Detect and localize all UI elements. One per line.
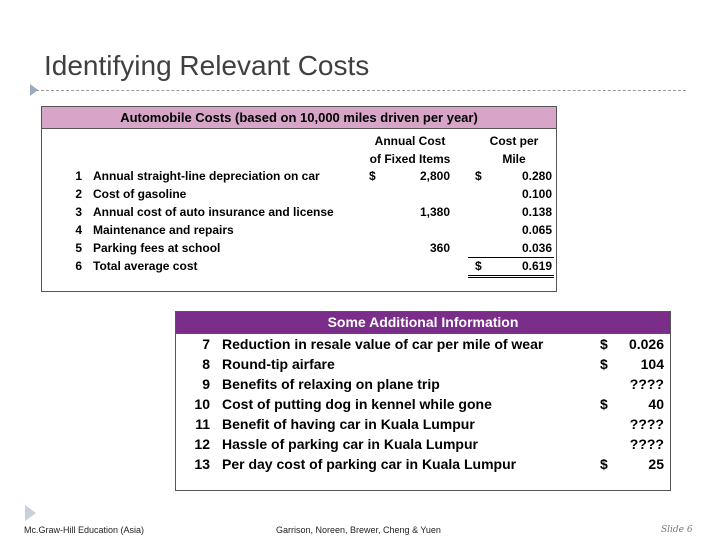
table-row — [42, 257, 556, 275]
fixed-cost-header-line2: of Fixed Items — [369, 152, 451, 166]
fixed-cost-header-line1: Annual Cost — [374, 134, 446, 148]
row-label: Benefit of having car in Kuala Lumpur — [222, 416, 475, 432]
cost-per-mile-value: 0.619 — [521, 259, 552, 273]
table-row — [42, 239, 556, 257]
row-label: Benefits of relaxing on plane trip — [222, 376, 440, 392]
dollar-sign: $ — [600, 336, 608, 352]
automobile-costs-table — [41, 106, 557, 292]
cost-per-mile-value: 0.100 — [521, 187, 552, 201]
cost-per-mile-header-line1: Cost per — [489, 134, 539, 148]
row-label: Annual straight-line depreciation on car — [93, 169, 320, 183]
row-value: 104 — [640, 356, 664, 372]
footer-slide-number: Slide 6 — [661, 525, 693, 535]
fixed-cost-column-header — [360, 132, 460, 168]
mile-dollar-sign: $ — [475, 259, 482, 273]
row-label: Parking fees at school — [93, 241, 221, 255]
table-row — [176, 374, 670, 394]
fixed-cost-value: 2,800 — [419, 169, 450, 183]
row-value: ???? — [629, 436, 664, 452]
row-label: Maintenance and repairs — [93, 223, 234, 237]
dollar-sign: $ — [600, 396, 608, 412]
row-number: 11 — [195, 416, 210, 432]
automobile-costs-header: Automobile Costs (based on 10,000 miles driven per year) — [42, 107, 556, 129]
row-number: 7 — [202, 336, 210, 352]
footer-authors: Garrison, Noreen, Brewer, Cheng & Yuen — [276, 525, 441, 535]
additional-information-header: Some Additional Information — [176, 312, 670, 334]
table-row — [176, 454, 670, 474]
row-number: 13 — [194, 456, 210, 472]
table-row — [42, 203, 556, 221]
table-row — [42, 167, 556, 185]
table-row — [176, 394, 670, 414]
row-value: 0.026 — [628, 336, 664, 352]
table-row — [176, 334, 670, 354]
cost-per-mile-value: 0.138 — [521, 205, 552, 219]
row-number: 10 — [194, 396, 210, 412]
slide-title: Identifying Relevant Costs — [44, 50, 370, 81]
table-row — [42, 185, 556, 203]
row-number: 1 — [75, 169, 82, 183]
row-label: Cost of putting dog in kennel while gone — [222, 396, 492, 412]
row-number: 3 — [75, 205, 82, 219]
dollar-sign: $ — [600, 456, 608, 472]
dollar-sign: $ — [600, 356, 608, 372]
row-value: ???? — [629, 416, 664, 432]
row-value: ???? — [629, 376, 664, 392]
cost-per-mile-value: 0.280 — [521, 169, 552, 183]
cost-per-mile-header-line2: Mile — [502, 152, 526, 166]
fixed-cost-value: 1,380 — [419, 205, 450, 219]
table-row — [176, 434, 670, 454]
title-divider — [36, 90, 686, 91]
footer-publisher: Mc.Graw-Hill Education (Asia) — [24, 525, 145, 535]
total-double-rule-top — [468, 275, 554, 276]
cost-per-mile-column-header — [472, 132, 556, 168]
table-row — [176, 354, 670, 374]
row-number: 5 — [75, 241, 82, 255]
footer-triangle-icon — [25, 505, 36, 521]
row-label: Round-tip airfare — [222, 356, 335, 372]
row-label: Total average cost — [93, 259, 198, 273]
row-value: 40 — [648, 396, 664, 412]
row-number: 6 — [75, 259, 82, 273]
fixed-cost-value: 360 — [429, 241, 450, 255]
table-row — [42, 221, 556, 239]
row-label: Cost of gasoline — [93, 187, 187, 201]
fixed-dollar-sign: $ — [369, 169, 376, 183]
row-label: Hassle of parking car in Kuala Lumpur — [222, 436, 478, 452]
row-number: 4 — [75, 223, 82, 237]
row-label: Annual cost of auto insurance and license — [93, 205, 334, 219]
row-label: Per day cost of parking car in Kuala Lumpur — [222, 456, 517, 472]
row-number: 2 — [75, 187, 82, 201]
additional-information-table — [175, 311, 671, 491]
row-number: 8 — [202, 356, 210, 372]
cost-per-mile-value: 0.036 — [521, 241, 552, 255]
cost-per-mile-value: 0.065 — [521, 223, 552, 237]
row-label: Reduction in resale value of car per mile of wear — [222, 336, 544, 352]
total-double-rule-bottom — [468, 277, 554, 278]
row-number: 12 — [194, 436, 210, 452]
table-row — [176, 414, 670, 434]
row-number: 9 — [202, 376, 210, 392]
row-value: 25 — [648, 456, 664, 472]
mile-dollar-sign: $ — [475, 169, 482, 183]
